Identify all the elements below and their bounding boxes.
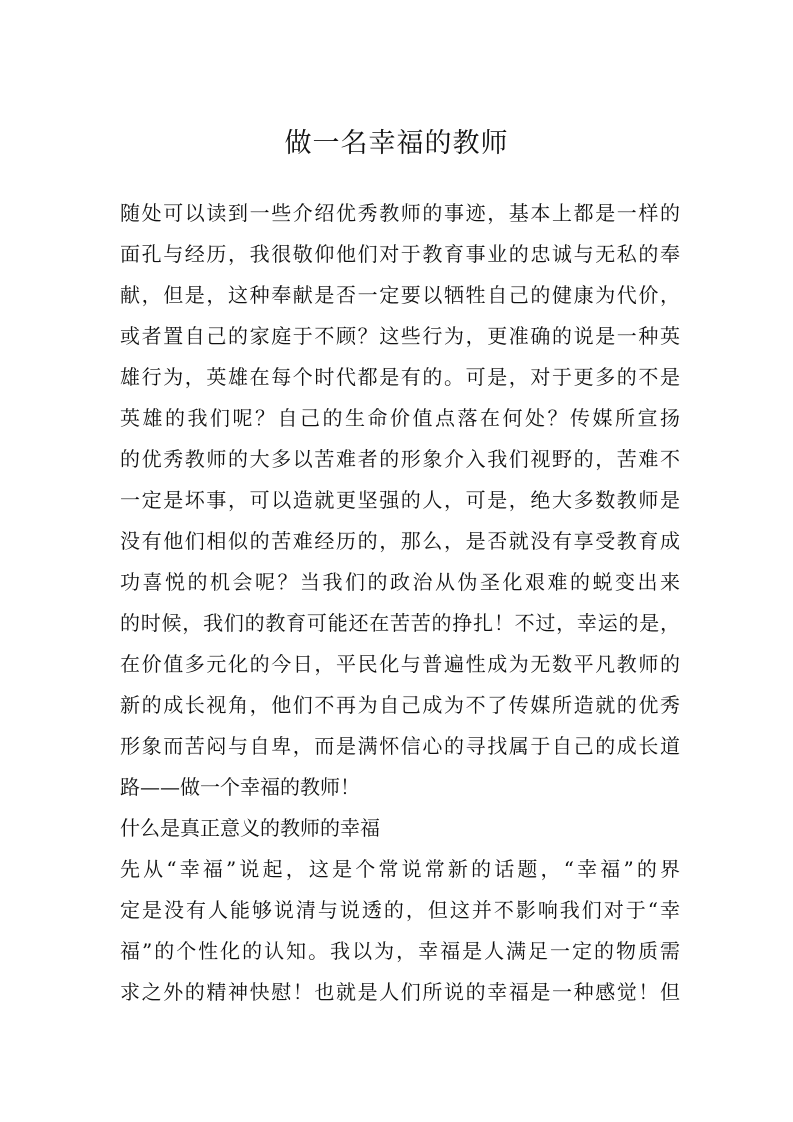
body-line: 形象而苦闷与自卑，而是满怀信心的寻找属于自己的成长道 bbox=[120, 734, 680, 758]
body-line: 或者置自己的家庭于不顾？这些行为，更准确的说是一种英 bbox=[120, 324, 680, 348]
document-title: 做一名幸福的教师 bbox=[284, 128, 509, 159]
body-line: 面孔与经历，我很敬仰他们对于教育事业的忠诚与无私的奉 bbox=[120, 242, 680, 266]
body-line: 英雄的我们呢？自己的生命价值点落在何处？传媒所宣扬 bbox=[120, 406, 680, 430]
body-line: 福”的个性化的认知。我以为，幸福是人满足一定的物质需 bbox=[120, 939, 680, 963]
body-line: 求之外的精神快慰！也就是人们所说的幸福是一种感觉！但 bbox=[120, 980, 680, 1004]
body-line: 随处可以读到一些介绍优秀教师的事迹，基本上都是一样的 bbox=[120, 201, 680, 225]
body-line: 一定是坏事，可以造就更坚强的人，可是，绝大多数教师是 bbox=[120, 488, 680, 512]
document-body bbox=[120, 193, 680, 1013]
body-line: 雄行为，英雄在每个时代都是有的。可是，对于更多的不是 bbox=[120, 365, 680, 389]
section-heading: 什么是真正意义的教师的幸福 bbox=[120, 816, 380, 840]
body-line: 定是没有人能够说清与说透的，但这并不影响我们对于“幸 bbox=[120, 898, 680, 922]
body-line: 新的成长视角，他们不再为自己成为不了传媒所造就的优秀 bbox=[120, 693, 680, 717]
body-line: 献，但是，这种奉献是否一定要以牺牲自己的健康为代价， bbox=[120, 283, 680, 307]
body-line: 的时候，我们的教育可能还在苦苦的挣扎！不过，幸运的是， bbox=[120, 611, 680, 635]
body-line: 功喜悦的机会呢？当我们的政治从伪圣化艰难的蜕变出来 bbox=[120, 570, 680, 594]
body-line: 没有他们相似的苦难经历的，那么，是否就没有享受教育成 bbox=[120, 529, 680, 553]
body-line: 先从“幸福”说起，这是个常说常新的话题，“幸福”的界 bbox=[120, 857, 680, 881]
body-line: 在价值多元化的今日，平民化与普遍性成为无数平凡教师的 bbox=[120, 652, 680, 676]
body-line: 路——做一个幸福的教师！ bbox=[120, 775, 360, 799]
body-line: 的优秀教师的大多以苦难者的形象介入我们视野的，苦难不 bbox=[120, 447, 680, 471]
